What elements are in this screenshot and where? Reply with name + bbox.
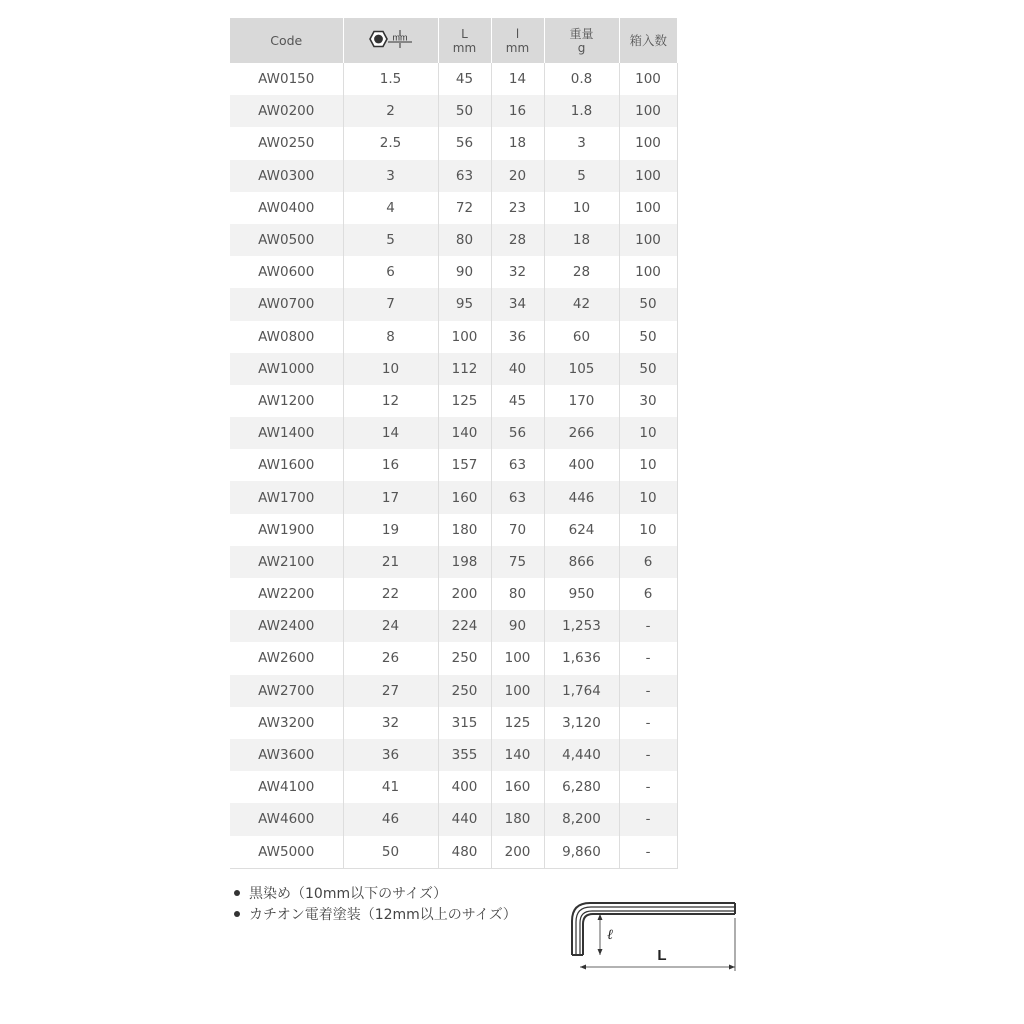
code-cell: AW2200 [258,586,315,603]
length-l-cell: 56 [491,417,544,449]
size-cell: 7 [343,288,438,320]
code-cell: AW1200 [258,392,315,409]
length-l-cell: 200 [491,836,544,869]
size-cell: 27 [343,675,438,707]
header-size-unit: mm [392,32,407,43]
weight-cell: 10 [544,192,619,224]
length-l-cell: 34 [491,288,544,320]
table-row [230,739,677,771]
code-cell: AW2100 [230,546,343,578]
table-row [230,417,677,449]
weight-cell: 6,280 [544,771,619,803]
header-size [343,18,438,63]
size-cell: 14 [343,417,438,449]
length-L-cell: 160 [438,481,491,513]
notes-list [232,884,517,926]
length-L-cell: 100 [438,321,491,353]
box-qty-cell: 10 [619,514,677,546]
length-l-cell: 90 [491,610,544,642]
length-l-cell: 18 [491,127,544,159]
size-cell: 16 [343,449,438,481]
length-l-cell: 63 [491,481,544,513]
length-L-cell: 315 [438,707,491,739]
box-qty-cell: 50 [619,288,677,320]
box-qty-cell: 10 [619,481,677,513]
length-l-cell: 160 [491,771,544,803]
length-l-cell: 100 [491,642,544,674]
length-l-cell: 16 [491,95,544,127]
header-box-qty [619,18,677,63]
length-L-cell: 140 [438,417,491,449]
long-leg-label: L [657,947,667,964]
code-cell: AW4600 [230,803,343,835]
table-row [230,610,677,642]
header-L-label: L [461,26,468,41]
size-cell: 2.5 [343,127,438,159]
code-cell: AW1600 [258,457,315,474]
size-cell: 36 [343,739,438,771]
box-qty-cell: - [619,739,677,771]
code-cell: AW1700 [230,481,343,513]
table-row [230,385,677,417]
box-qty-cell: 50 [619,321,677,353]
length-L-cell: 90 [438,256,491,288]
table-row [230,642,677,674]
table-row [230,675,677,707]
code-cell: AW0300 [230,160,343,192]
table-row [230,449,677,481]
header-weight [544,18,619,63]
size-cell: 5 [343,224,438,256]
length-L-cell: 200 [438,578,491,610]
box-qty-cell: 100 [619,95,677,127]
length-L-cell: 112 [438,353,491,385]
bullet-icon [234,911,240,917]
weight-cell: 9,860 [544,836,619,869]
length-L-cell: 400 [438,771,491,803]
weight-cell: 4,440 [544,739,619,771]
size-cell: 17 [343,481,438,513]
size-cell: 46 [343,803,438,835]
box-qty-cell: - [619,707,677,739]
table-row [230,192,677,224]
code-cell: AW4100 [258,779,315,796]
table-row [230,353,677,385]
table-row [230,288,677,320]
table-row [230,771,677,803]
length-l-cell: 125 [491,707,544,739]
size-cell: 8 [343,321,438,353]
table-row [230,546,677,578]
size-cell: 21 [343,546,438,578]
weight-cell: 18 [544,224,619,256]
header-code-label: Code [270,32,303,48]
note-item [232,884,517,905]
size-cell: 50 [343,836,438,869]
length-L-cell: 355 [438,739,491,771]
size-cell: 10 [343,353,438,385]
length-L-cell: 198 [438,546,491,578]
box-qty-cell: - [619,836,677,869]
size-cell: 26 [343,642,438,674]
hex-key-size-icon [368,28,414,53]
length-l-cell: 32 [491,256,544,288]
weight-cell: 266 [544,417,619,449]
table-body [230,63,677,868]
length-l-cell: 40 [491,353,544,385]
code-cell: AW3600 [230,739,343,771]
header-l [491,18,544,63]
box-qty-cell: 100 [619,63,677,95]
box-qty-cell: 30 [619,385,677,417]
code-cell: AW1900 [258,521,315,538]
weight-cell: 3,120 [544,707,619,739]
box-qty-cell: 100 [619,192,677,224]
table-row [230,321,677,353]
size-cell: 12 [343,385,438,417]
box-qty-cell: - [619,803,677,835]
header-L-unit: mm [452,40,477,55]
weight-cell: 866 [544,546,619,578]
code-cell: AW0700 [230,288,343,320]
length-l-cell: 45 [491,385,544,417]
length-l-cell: 70 [491,514,544,546]
bullet-icon [234,890,240,896]
hex-wrench-diagram [560,895,740,975]
length-l-cell: 75 [491,546,544,578]
length-L-cell: 80 [438,224,491,256]
code-cell: AW3200 [258,714,315,731]
size-cell: 2 [343,95,438,127]
weight-cell: 170 [544,385,619,417]
weight-cell: 60 [544,321,619,353]
length-L-cell: 56 [438,127,491,159]
box-qty-cell: - [619,771,677,803]
box-qty-cell: 10 [619,417,677,449]
weight-cell: 28 [544,256,619,288]
header-weight-label: 重量 [569,26,594,41]
weight-cell: 950 [544,578,619,610]
size-cell: 24 [343,610,438,642]
header-l-unit: mm [505,40,530,55]
table-row [230,256,677,288]
size-cell: 4 [343,192,438,224]
header-l-label: l [515,26,520,41]
weight-cell: 42 [544,288,619,320]
code-cell: AW0250 [258,135,315,152]
size-cell: 19 [343,514,438,546]
length-L-cell: 480 [438,836,491,869]
code-cell: AW2600 [258,650,315,667]
weight-cell: 1,253 [544,610,619,642]
length-L-cell: 224 [438,610,491,642]
length-L-cell: 72 [438,192,491,224]
length-l-cell: 36 [491,321,544,353]
length-l-cell: 100 [491,675,544,707]
code-cell: AW1400 [230,417,343,449]
spec-table [230,18,678,869]
box-qty-cell: - [619,610,677,642]
size-cell: 41 [343,771,438,803]
box-qty-cell: 6 [619,546,677,578]
code-cell: AW0150 [258,71,315,88]
length-l-cell: 28 [491,224,544,256]
table-row [230,160,677,192]
table-row [230,578,677,610]
weight-cell: 3 [544,127,619,159]
weight-cell: 1,764 [544,675,619,707]
short-leg-label: ℓ [607,927,613,943]
table-row [230,63,677,95]
box-qty-cell: - [619,675,677,707]
note-item [232,905,517,926]
size-cell: 1.5 [343,63,438,95]
weight-cell: 8,200 [544,803,619,835]
weight-cell: 0.8 [544,63,619,95]
code-cell: AW0600 [258,264,315,281]
code-cell: AW0500 [230,224,343,256]
length-L-cell: 180 [438,514,491,546]
length-L-cell: 250 [438,675,491,707]
size-cell: 3 [343,160,438,192]
header-weight-unit: g [577,40,586,55]
size-cell: 6 [343,256,438,288]
code-cell: AW2400 [230,610,343,642]
box-qty-cell: 10 [619,449,677,481]
note-text: カチオン電着塗装（12mm以上のサイズ） [249,907,517,923]
box-qty-cell: - [619,642,677,674]
table-row [230,803,677,835]
code-cell: AW5000 [230,836,343,869]
weight-cell: 105 [544,353,619,385]
table-row [230,707,677,739]
code-cell: AW1000 [230,353,343,385]
table-row [230,95,677,127]
size-cell: 32 [343,707,438,739]
header-code [230,18,343,63]
box-qty-cell: 50 [619,353,677,385]
table-row [230,481,677,513]
table-row [230,127,677,159]
note-text: 黒染め（10mm以下のサイズ） [249,886,447,902]
length-l-cell: 63 [491,449,544,481]
length-l-cell: 180 [491,803,544,835]
length-L-cell: 440 [438,803,491,835]
length-L-cell: 63 [438,160,491,192]
box-qty-cell: 100 [619,127,677,159]
length-L-cell: 250 [438,642,491,674]
table-row [230,836,677,869]
weight-cell: 624 [544,514,619,546]
header-L [438,18,491,63]
box-qty-cell: 100 [619,256,677,288]
code-cell: AW0400 [258,199,315,216]
header-box-qty-label: 箱入数 [629,32,667,48]
size-cell: 22 [343,578,438,610]
code-cell: AW0800 [258,328,315,345]
box-qty-cell: 6 [619,578,677,610]
table-row [230,224,677,256]
length-L-cell: 95 [438,288,491,320]
code-cell: AW2700 [230,675,343,707]
weight-cell: 1.8 [544,95,619,127]
weight-cell: 5 [544,160,619,192]
length-L-cell: 125 [438,385,491,417]
box-qty-cell: 100 [619,160,677,192]
length-l-cell: 80 [491,578,544,610]
weight-cell: 1,636 [544,642,619,674]
weight-cell: 446 [544,481,619,513]
length-L-cell: 45 [438,63,491,95]
code-cell: AW0200 [230,95,343,127]
table-header-row [230,18,677,63]
weight-cell: 400 [544,449,619,481]
table-row [230,514,677,546]
length-l-cell: 20 [491,160,544,192]
length-L-cell: 50 [438,95,491,127]
length-L-cell: 157 [438,449,491,481]
length-l-cell: 14 [491,63,544,95]
length-l-cell: 140 [491,739,544,771]
length-l-cell: 23 [491,192,544,224]
box-qty-cell: 100 [619,224,677,256]
